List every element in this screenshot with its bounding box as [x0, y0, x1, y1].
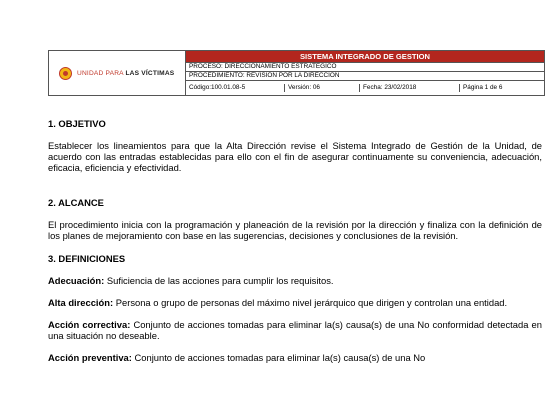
page-number: Página 1 de 6 — [463, 84, 503, 91]
system-title: SISTEMA INTEGRADO DE GESTION — [186, 51, 545, 63]
scope-text: El procedimiento inicia con la programación y planeación de la revisión por la dirección y finaliza con la definición de los planes de mejoramiento con base en las sugerencias, decisiones y conclusiones de la revisión. — [48, 219, 542, 241]
meta-row — [186, 81, 545, 96]
definition-item — [48, 297, 542, 308]
objective-heading: 1. OBJETIVO — [48, 118, 106, 129]
logo-text: UNIDAD PARA LAS VÍCTIMAS — [77, 69, 175, 77]
definition-item — [48, 352, 542, 363]
scope-heading: 2. ALCANCE — [48, 197, 104, 208]
definition-term: Acción preventiva: — [48, 352, 132, 363]
document-header-table — [48, 50, 545, 96]
organization-logo — [49, 67, 185, 80]
definition-term: Acción correctiva: — [48, 319, 131, 330]
definition-text: Conjunto de acciones tomadas para eliminar la(s) causa(s) de una No — [131, 352, 426, 363]
document-body — [48, 118, 542, 363]
definition-item — [48, 319, 542, 341]
definitions-heading: 3. DEFINICIONES — [48, 253, 126, 264]
definition-term: Adecuación: — [48, 275, 105, 286]
procedure-row: PROCEDIMIENTO: REVISION POR LA DIRECCION — [186, 72, 545, 81]
definition-text: Conjunto de acciones tomadas para eliminar la(s) causa(s) de una No conformidad detectada en una situación no deseable. — [48, 319, 542, 341]
definition-text: Suficiencia de las acciones para cumplir los requisitos. — [104, 275, 334, 286]
document-code: Código:100.01.08-5 — [186, 84, 285, 92]
document-version: Versión: 06 — [285, 84, 360, 92]
definition-term: Alta dirección: — [48, 297, 114, 308]
logo-cell — [49, 51, 186, 96]
process-row: PROCESO: DIRECCIONAMIENTO ESTRATEGICO — [186, 63, 545, 72]
objective-text: Establecer los lineamientos para que la Alta Dirección revise el Sistema Integrado de Gestión de la Unidad, de acuerdo con las entradas establecidas para ello con el fin de asegurar continuamente su conveniencia, adecuación, eficacia, eficiencia y efectividad. — [48, 140, 542, 173]
definition-text: Persona o grupo de personas del máximo nivel jerárquico que dirigen y controlan una entidad. — [113, 297, 508, 308]
document-date: Fecha: 23/02/2018 — [360, 84, 460, 92]
definition-item — [48, 275, 542, 286]
seal-icon — [59, 67, 72, 80]
